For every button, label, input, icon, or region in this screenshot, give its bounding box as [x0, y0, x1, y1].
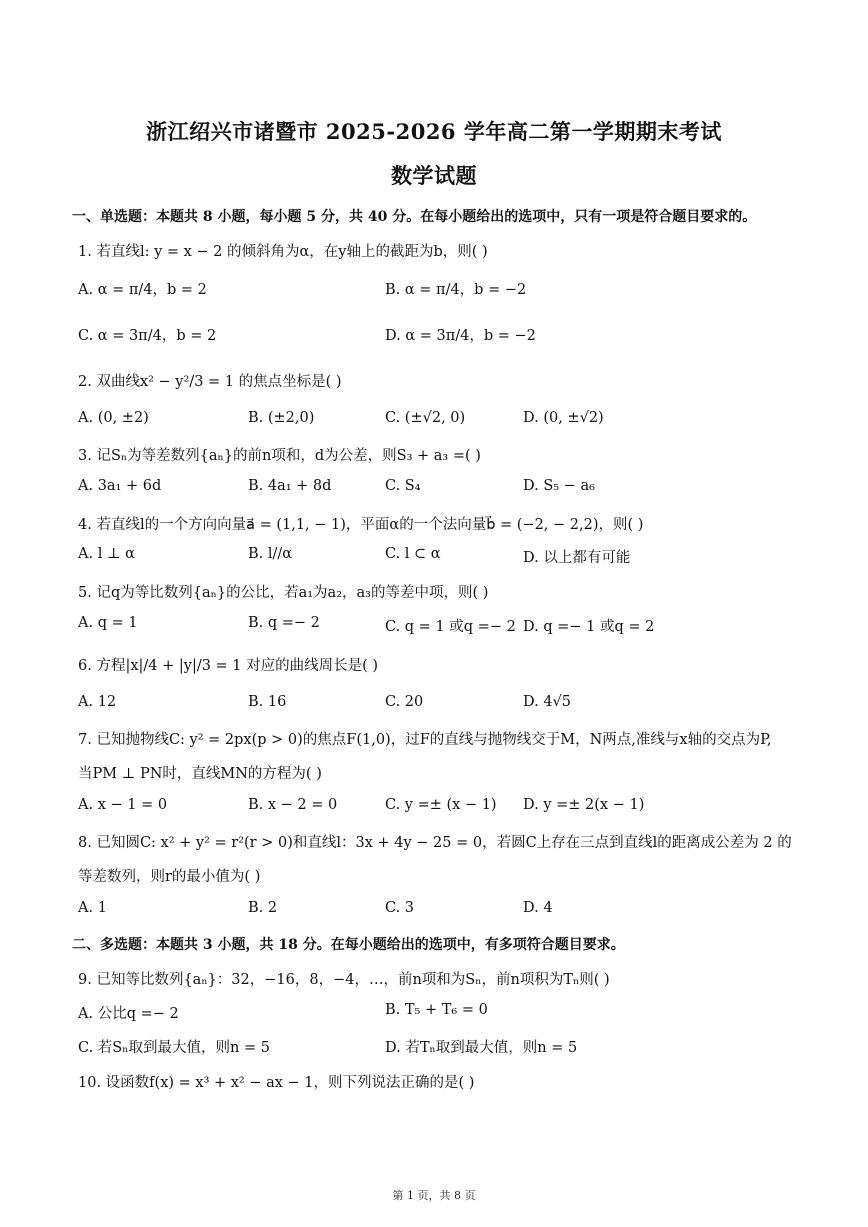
option-a: A. 公比q =− 2	[78, 1006, 179, 1022]
option-d: D. 以上都有可能	[523, 550, 631, 566]
option-d: D. 4√5	[523, 694, 572, 710]
option-c: C. y =± (x − 1)	[385, 797, 497, 813]
option-a: A. 12	[78, 694, 117, 710]
option-d: D. y =± 2(x − 1)	[523, 797, 645, 813]
question-stem-continued: 等差数列，则r的最小值为( )	[78, 869, 261, 885]
option-d: D. S₅ − a₆	[523, 478, 595, 494]
question-stem: 5. 记q为等比数列{aₙ}的公比，若a₁为a₂，a₃的等差中项，则( )	[78, 585, 489, 601]
option-a: A. (0, ±2)	[78, 410, 149, 426]
option-a: A. q = 1	[78, 615, 138, 631]
question-stem: 9. 已知等比数列{aₙ}：32，−16，8，−4，…，前n项和为Sₙ，前n项积为Tₙ则( )	[78, 972, 610, 988]
exam-title: 浙江绍兴市诸暨市 2025-2026 学年高二第一学期期末考试	[146, 119, 722, 144]
option-b: B. α = π/4，b = −2	[385, 282, 527, 298]
question-stem: 1. 若直线l: y = x − 2 的倾斜角为α，在y轴上的截距为b，则( )	[78, 244, 488, 260]
option-a: A. l ⊥ α	[78, 546, 135, 562]
question-stem: 10. 设函数f(x) = x³ + x² − ax − 1，则下列说法正确的是( )	[78, 1075, 475, 1091]
section-heading-single-choice: 一、单选题：本题共 8 小题，每小题 5 分，共 40 分。在每小题给出的选项中，只有一项是符合题目要求的。	[72, 209, 757, 225]
exam-subtitle: 数学试题	[391, 163, 477, 188]
option-d: D. 4	[523, 900, 553, 916]
option-c: C. S₄	[385, 478, 421, 494]
option-d: D. 若Tₙ取到最大值，则n = 5	[385, 1040, 578, 1056]
option-c: C. l ⊂ α	[385, 546, 441, 562]
option-c: C. 3	[385, 900, 415, 916]
option-c: C. 20	[385, 694, 424, 710]
question-stem: 3. 记Sₙ为等差数列{aₙ}的前n项和，d为公差，则S₃ + a₃ =( )	[78, 448, 481, 464]
option-b: B. x − 2 = 0	[248, 797, 338, 813]
option-b: B. l//α	[248, 546, 293, 562]
page-footer: 第 1 页，共 8 页	[392, 1189, 476, 1202]
question-stem-continued: 当PM ⊥ PN时，直线MN的方程为( )	[78, 766, 322, 782]
option-a: A. x − 1 = 0	[78, 797, 168, 813]
option-a: A. 1	[78, 900, 107, 916]
option-c: C. α = 3π/4，b = 2	[78, 328, 217, 344]
option-c: C. (±√2, 0)	[385, 410, 466, 426]
option-a: A. α = π/4，b = 2	[78, 282, 207, 298]
question-stem: 2. 双曲线x² − y²/3 = 1 的焦点坐标是( )	[78, 374, 342, 390]
question-stem: 7. 已知抛物线C: y² = 2px(p > 0)的焦点F(1,0)，过F的直线与抛物线交于M，N两点,准线与x轴的交点为P,	[78, 732, 772, 748]
section-heading-multiple-choice: 二、多选题：本题共 3 小题，共 18 分。在每小题给出的选项中，有多项符合题目要求。	[72, 937, 625, 953]
question-stem: 6. 方程|x|/4 + |y|/3 = 1 对应的曲线周长是( )	[78, 658, 379, 674]
option-b: B. T₅ + T₆ = 0	[385, 1002, 488, 1018]
option-b: B. (±2,0)	[248, 410, 315, 426]
option-b: B. 4a₁ + 8d	[248, 478, 332, 494]
option-b: B. 2	[248, 900, 278, 916]
question-stem: 4. 若直线l的一个方向向量a⃗ = (1,1, − 1)，平面α的一个法向量b⃗ = (−2, − 2,2)，则( )	[78, 517, 644, 533]
option-b: B. 16	[248, 694, 287, 710]
option-d: D. α = 3π/4，b = −2	[385, 328, 536, 344]
option-d: D. q =− 1 或q = 2	[523, 619, 655, 635]
option-a: A. 3a₁ + 6d	[78, 478, 162, 494]
option-d: D. (0, ±√2)	[523, 410, 604, 426]
question-stem: 8. 已知圆C: x² + y² = r²(r > 0)和直线l：3x + 4y − 25 = 0，若圆C上存在三点到直线l的距离成公差为 2 的	[78, 835, 792, 851]
option-c: C. 若Sₙ取到最大值，则n = 5	[78, 1040, 270, 1056]
option-c: C. q = 1 或q =− 2	[385, 619, 516, 635]
option-b: B. q =− 2	[248, 615, 320, 631]
